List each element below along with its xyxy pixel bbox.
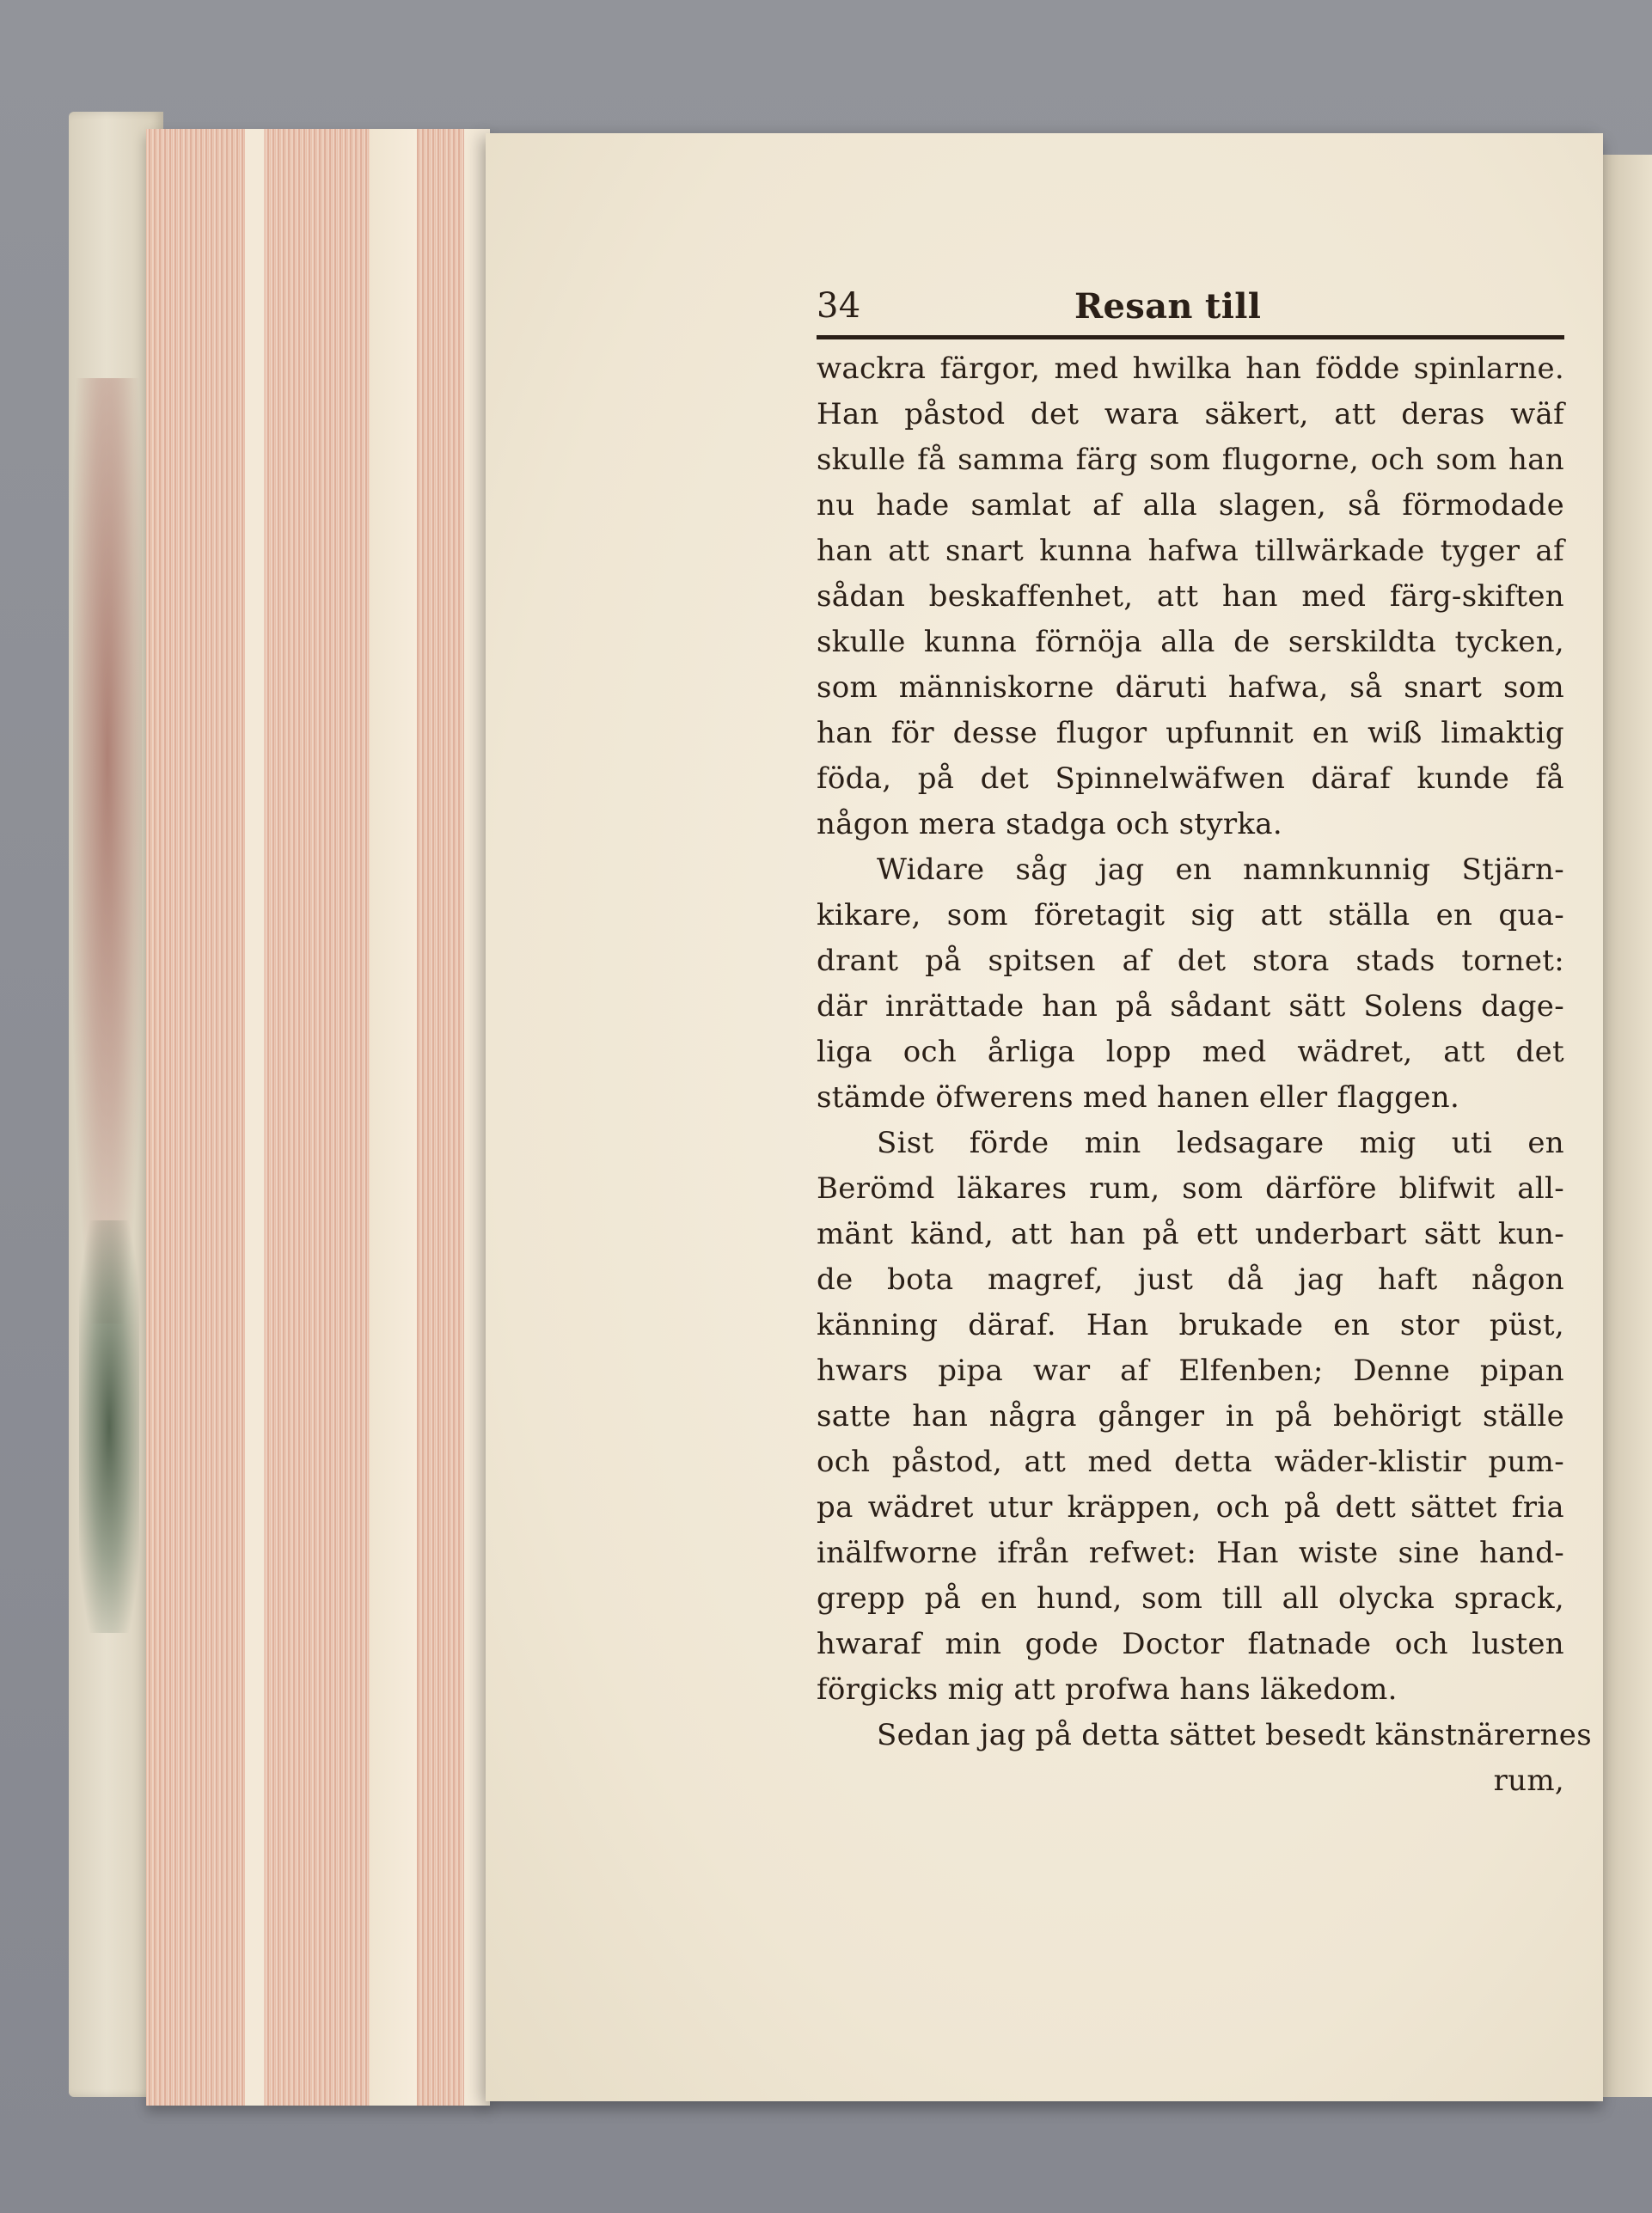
- page-edges: [370, 129, 417, 2106]
- text-line: förgicks mig att profwa hans läkedom.: [817, 1672, 1398, 1707]
- paragraph: [817, 1121, 1564, 1713]
- text-line: wackra färgor, med hwilka han födde spinlarne.: [817, 352, 1564, 386]
- text-line: hwaraf min gode Doctor flatnade och lusten: [817, 1627, 1564, 1661]
- text-line: mänt känd, att han på ett underbart sätt kun-: [817, 1217, 1564, 1251]
- text-line: skulle kunna förnöja alla de serskildta tycken,: [817, 625, 1564, 659]
- text-line: Widare såg jag en namnkunnig Stjärn-: [877, 853, 1564, 887]
- running-head: Resan till: [1074, 286, 1262, 327]
- text-line: han att snart kunna hafwa tillwärkade tyger af: [817, 534, 1564, 568]
- catchword: rum,: [1493, 1764, 1564, 1798]
- text-line: satte han några gånger in på behörigt ställe: [817, 1399, 1564, 1434]
- page-header: [817, 284, 1564, 339]
- text-line: Sedan jag på detta sättet besedt känstnärernes: [877, 1718, 1592, 1752]
- text-line: de bota magref, just då jag haft någon: [817, 1262, 1564, 1297]
- text-line: nu hade samlat af alla slagen, så förmodade: [817, 488, 1564, 523]
- text-line: hwars pipa war af Elfenben; Denne pipan: [817, 1354, 1564, 1388]
- text-line: stämde öfwerens med hanen eller flaggen.: [817, 1080, 1460, 1115]
- text-line: föda, på det Spinnelwäfwen däraf kunde få: [817, 761, 1564, 796]
- text-line: känning däraf. Han brukade en stor püst,: [817, 1308, 1564, 1342]
- paragraph: [817, 847, 1564, 1121]
- page-edges: [245, 129, 264, 2106]
- text-line: någon mera stadga och styrka.: [817, 807, 1282, 841]
- text-line: drant på spitsen af det stora stads tornet:: [817, 944, 1564, 978]
- page-number: 34: [817, 286, 861, 326]
- text-line: kikare, som företagit sig att ställa en qua-: [817, 898, 1564, 932]
- text-line: han för desse flugor upfunnit en wiß limaktig: [817, 716, 1564, 750]
- text-line: sådan beskaffenhet, att han med färg-skiften: [817, 579, 1564, 614]
- facing-page-edge: [1600, 155, 1652, 2097]
- page-edges: [146, 129, 490, 2106]
- text-line: som människorne däruti hafwa, så snart som: [817, 670, 1564, 705]
- text-line: skulle få samma färg som flugorne, och som han: [817, 443, 1564, 477]
- page-text: [817, 284, 1592, 1804]
- text-line: liga och årliga lopp med wädret, att det: [817, 1035, 1564, 1069]
- text-line: inälfworne ifrån refwet: Han wiste sine hand-: [817, 1536, 1564, 1570]
- text-line: där inrättade han på sådant sätt Solens dage-: [817, 989, 1564, 1024]
- text-line: Sist förde min ledsagare mig uti en: [877, 1126, 1564, 1160]
- cover-stain: [73, 378, 142, 1324]
- text-line: Han påstod det wara säkert, att deras wäf: [817, 397, 1564, 431]
- cover-stain: [79, 1220, 139, 1633]
- text-line: och påstod, att med detta wäder-klistir pum-: [817, 1445, 1564, 1479]
- paragraph: [817, 346, 1564, 847]
- text-line: pa wädret utur kräppen, och på dett sättet fria: [817, 1490, 1564, 1525]
- text-line: grepp på en hund, som till all olycka sprack,: [817, 1581, 1564, 1616]
- text-line: Berömd läkares rum, som därföre blifwit all-: [817, 1171, 1564, 1206]
- paragraph: [817, 1713, 1592, 1758]
